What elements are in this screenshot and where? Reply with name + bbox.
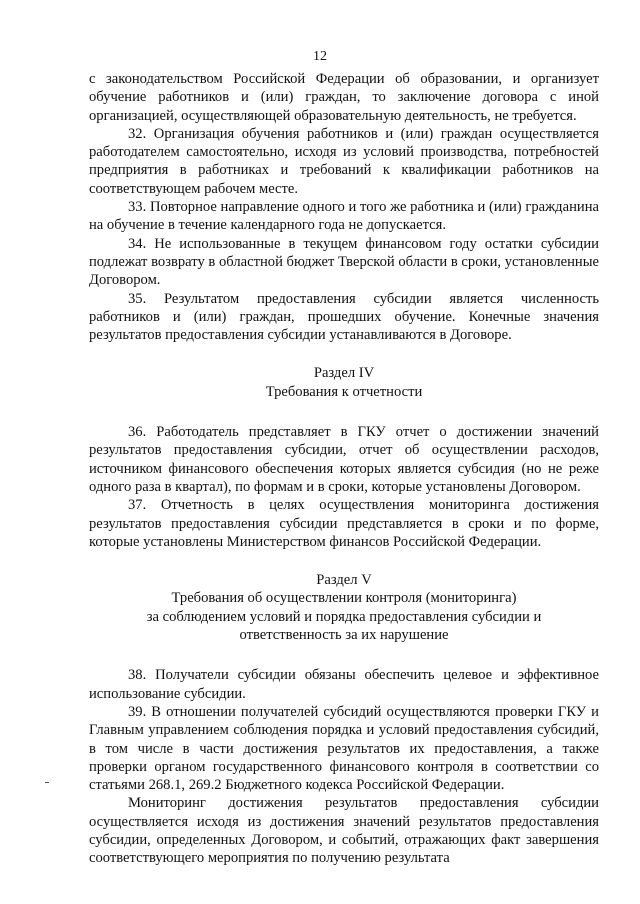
paragraph: 32. Организация обучения работников и (или) граждан осуществляется работодателем самостоятельно, исходя из условий производства, потребностей предприятия в работниках и требований к квалификации работников на соответствующем рабочем месте. [89, 125, 599, 197]
paragraphs-bottom [89, 666, 599, 867]
paragraph: с законодательством Российской Федерации об образовании, и организует обучение работников и (или) граждан, то заключение договора с иной организацией, осуществляющей образовательную деятельность, не требуется. [89, 71, 599, 124]
section-5-title-line-3: ответственность за их нарушение [239, 627, 449, 644]
section-5-title-line-2: за соблюдением условий и порядка предоставления субсидии и [146, 608, 542, 625]
section-5-label: Раздел V [316, 572, 372, 589]
paragraphs-top [89, 70, 599, 344]
section-4-heading [89, 364, 599, 401]
paragraph: 33. Повторное направление одного и того же работника и (или) гражданина на обучение в течение календарного года не допускается. [89, 199, 599, 234]
page-number: 12 [313, 49, 327, 64]
section-4-label: Раздел IV [313, 365, 375, 382]
document-body [89, 70, 599, 868]
paragraphs-mid [89, 423, 599, 551]
section-4-title: Требования к отчетности [265, 383, 423, 400]
section-5-heading [89, 571, 599, 644]
paragraph: 36. Работодатель представляет в ГКУ отчет о достижении значений результатов предоставления субсидии, отчет об осуществлении расходов, источником финансового обеспечения которых является субсидия (но не реже одного раза в квартал), по формам и в сроки, которые установлены Договором. [89, 424, 599, 495]
margin-mark [45, 782, 49, 783]
paragraph: 39. В отношении получателей субсидий осуществляются проверки ГКУ и Главным управлением соблюдения порядка и условий предоставления субсидий, в том числе в части достижения результатов их предоставления, а также проверки органом государственного финансового контроля в соответствии со статьями 268.1, 269.2 Бюджетного кодекса Российской Федерации. [89, 703, 599, 794]
paragraph: 38. Получатели субсидии обязаны обеспечить целевое и эффективное использование субсидии. [89, 667, 599, 702]
paragraph: 37. Отчетность в целях осуществления мониторинга достижения результатов предоставления субсидии представляется в сроки и по форме, которые установлены Министерством финансов Российской Федерации. [89, 497, 599, 550]
paragraph: 35. Результатом предоставления субсидии является численность работников и (или) граждан, прошедших обучение. Конечные значения результатов предоставления субсидии устанавливаются в Договоре. [89, 290, 599, 344]
section-5-title-line-1: Требования об осуществлении контроля (мониторинга) [171, 590, 517, 607]
paragraph: Мониторинг достижения результатов предоставления субсидии осуществляется исходя из достижения значений результатов предоставления субсидии, определенных Договором, и событий, отражающих факт завершения соответствующего мероприятия по получению результата [89, 795, 599, 867]
paragraph: 34. Не использованные в текущем финансовом году остатки субсидии подлежат возврату в областной бюджет Тверской области в сроки, установленные Договором. [89, 235, 599, 289]
